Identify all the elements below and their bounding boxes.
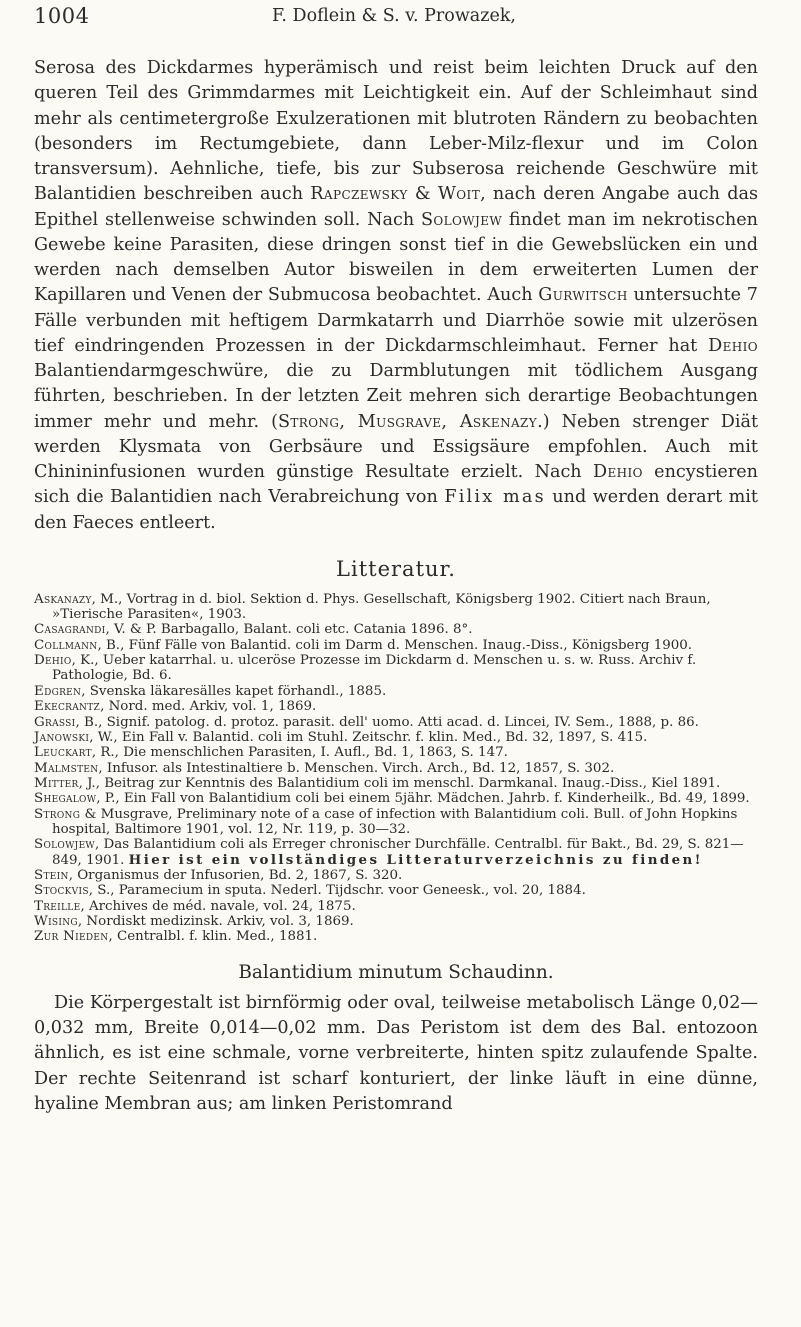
author-name: Gurwitsch [538, 285, 628, 306]
text-run: .) Neben strenger Diät werden Klysmata von Gerbsäure und Essigsäure empfohlen. Auch mit Chinininfusionen wurden günstige Resultate erzielt. Nach [34, 411, 759, 482]
reference-author: Edgren [34, 683, 82, 699]
reference-text: , Organismus der Infusorien, Bd. 2, 1867, S. 320. [68, 867, 403, 883]
reference-author: Malmsten [34, 760, 99, 776]
text-run: & [407, 184, 438, 205]
reference-author: Wising [34, 913, 78, 929]
page-number: 1004 [34, 4, 90, 28]
text-run: Balantiendarmgeschwüre, die zu Darmblutungen mit tödlichem Ausgang führten, beschrieben. In der letzten Zeit mehren sich derartige Beobachtungen immer mehr und mehr. ( [34, 361, 758, 432]
reference-text: , J., Beitrag zur Kenntnis des Balantidium coli im menschl. Darmkanal. Inaug.-Diss., Kiel 1891. [78, 775, 721, 791]
reference-entry [34, 715, 758, 730]
reference-text: , Das Balantidium coli als Erreger chronischer Durchfälle. Centralbl. für Bakt., Bd. 29, S. 821—849, 1901. [52, 837, 744, 868]
text-run: und werden derart mit den Faeces entleert. [34, 487, 759, 533]
body-text [34, 56, 758, 1118]
reference-entry [34, 730, 758, 745]
reference-author: Leuckart [34, 745, 92, 761]
reference-author: Casagrandi [34, 622, 106, 638]
reference-author: Collmann [34, 637, 98, 653]
literature-heading: Litteratur. [336, 556, 456, 581]
author-name: Dehio [592, 462, 643, 482]
reference-author: Solowjew [34, 837, 95, 853]
author-name: Solowjew [420, 209, 503, 230]
reference-text: , S., Paramecium in sputa. Nederl. Tijdschr. voor Geneesk., vol. 20, 1884. [88, 883, 586, 899]
reference-author: Mitter [34, 775, 79, 791]
reference-text: , P., Ein Fall von Balantidium coli bei einem 5jähr. Mädchen. Jahrb. f. Kinderheilk., Bd. 49, 1899. [96, 791, 750, 807]
reference-entry [34, 684, 758, 699]
running-title: F. Doflein & S. v. Prowazek, [272, 6, 516, 26]
author-name: Woit [437, 184, 481, 205]
reference-text: , M., Vortrag in d. biol. Sektion d. Phys. Gesellschaft, Königsberg 1902. Citiert nach Braun, »Tierische Parasiten«, 1903. [52, 591, 711, 623]
reference-text: , Nordiskt medizinsk. Arkiv, vol. 3, 1869. [77, 913, 354, 929]
reference-entry [34, 592, 758, 623]
reference-entry [34, 899, 758, 914]
reference-entry [34, 914, 758, 929]
reference-text: , Centralbl. f. klin. Med., 1881. [108, 929, 318, 945]
reference-entry [34, 653, 758, 684]
reference-author: Shegalow [34, 791, 97, 807]
reference-text: , B., Fünf Fälle von Balantid. coli im Darm d. Menschen. Inaug.-Diss., Königsberg 1900. [97, 637, 693, 653]
reference-author: Dehio [34, 653, 72, 669]
text-run: , nach deren Angabe auch das Epithel stellenweise schwinden soll. Nach [34, 184, 758, 230]
reference-text: , Infusor. als Intestinaltiere b. Menschen. Virch. Arch., Bd. 12, 1857, S. 302. [98, 760, 615, 776]
text-run: findet man im nekrotischen Gewebe keine Parasiten, diese dringen sonst tief in die Gewebslücken ein und werden nach demselben Autor bisweilen in dem erweiterten Lumen der Kapillaren und Venen der Submucosa beobachtet. Auch [34, 209, 758, 306]
text-run: untersuchte 7 Fälle verbunden mit heftigem Darmkatarrh und Diarrhöe sowie mit ulzerösen tief eindringenden Prozessen in der Dickdarmschleimhaut. Ferner hat [34, 285, 758, 356]
reference-text: , Nord. med. Arkiv, vol. 1, 1869. [100, 699, 317, 715]
reference-author: Askanazy [34, 591, 92, 607]
reference-text: , R., Die menschlichen Parasiten, I. Aufl., Bd. 1, 1863, S. 147. [91, 745, 508, 761]
text-run: Serosa des Dickdarmes hyperämisch und reist beim leichten Druck auf den queren Teil des Grimmdarmes mit Leichtigkeit ein. Auf der Schleimhaut sind mehr als centimetergroße Exulzerationen mit blutroten Rändern zu beobachten (besonders im Rectumgebiete, dann Leber-Milz-flexur und im Colon transversum). Aehnliche, tiefe, bis zur Subserosa reichende Geschwüre mit Balantidien beschreiben auch [34, 58, 758, 205]
author-name: Strong, Musgrave, Askenazy [277, 411, 538, 432]
reference-author: Zur Nieden [34, 929, 109, 945]
running-head [34, 4, 754, 34]
reference-entry [34, 638, 758, 653]
section-heading: Balantidium minutum Schaudinn. [238, 961, 554, 983]
reference-text: , B., Signif. patolog. d. protoz. parasit. dell' uomo. Atti acad. d. Lincei, IV. Sem., 1888, p. 86. [75, 714, 699, 730]
section-paragraph: Die Körpergestalt ist birnförmig oder oval, teilweise metabolisch Länge 0,02—0,032 mm, Breite 0,014—0,02 mm. Das Peristom ist dem des Bal. entozoon ähnlich, es ist eine schmale, vorne verbreiterte, hinten spitz zulaufende Spalte. Der rechte Seitenrand ist scharf konturiert, der linke läuft in eine dünne, hyaline Membran aus; am linken Peristomrand [34, 992, 758, 1115]
reference-entry [34, 761, 758, 776]
reference-author: Ekecrantz [34, 699, 101, 715]
reference-text: , W., Ein Fall v. Balantid. coli im Stuhl. Zeitschr. f. klin. Med., Bd. 32, 1897, S. 415. [89, 729, 648, 745]
reference-text: & Musgrave, Preliminary note of a case of infection with Balantidium coli. Bull. of John Hopkins hospital, Baltimore 1901, vol. 12, Nr. 119, p. 30—32. [52, 806, 738, 837]
spaced-term: Filix mas [444, 487, 546, 508]
reference-author: Janowski [34, 729, 90, 745]
reference-entry [34, 868, 758, 883]
reference-entry [34, 745, 758, 760]
reference-author: Stein [34, 867, 69, 883]
reference-entry [34, 883, 758, 898]
reference-text: , Svenska läkaresälles kapet förhandl., 1885. [81, 683, 387, 699]
reference-entry [34, 837, 758, 868]
reference-entry [34, 791, 758, 806]
author-name: Rapczewsky [310, 184, 408, 205]
author-name: Dehio [708, 335, 758, 356]
text-run: encystieren sich die Balantidien nach Verabreichung von [34, 462, 759, 508]
reference-entry [34, 776, 758, 791]
reference-text: , Archives de méd. navale, vol. 24, 1875. [80, 898, 356, 914]
reference-author: Strong [34, 806, 81, 822]
reference-list [34, 592, 758, 945]
reference-entry [34, 807, 758, 838]
reference-author: Treille [34, 898, 81, 914]
reference-entry [34, 622, 758, 637]
reference-note: Hier ist ein vollständiges Litteraturverzeichnis zu finden! [128, 851, 703, 868]
reference-entry [34, 699, 758, 714]
continuation-paragraph [34, 56, 758, 536]
reference-text: , K., Ueber katarrhal. u. ulceröse Prozesse im Dickdarm d. Menschen u. s. w. Russ. Archiv f. Pathologie, Bd. 6. [52, 653, 697, 684]
reference-author: Grassi [34, 714, 76, 730]
reference-author: Stockvis [34, 883, 89, 899]
reference-text: , V. & P. Barbagallo, Balant. coli etc. Catania 1896. 8°. [105, 622, 473, 638]
reference-entry [34, 929, 758, 944]
